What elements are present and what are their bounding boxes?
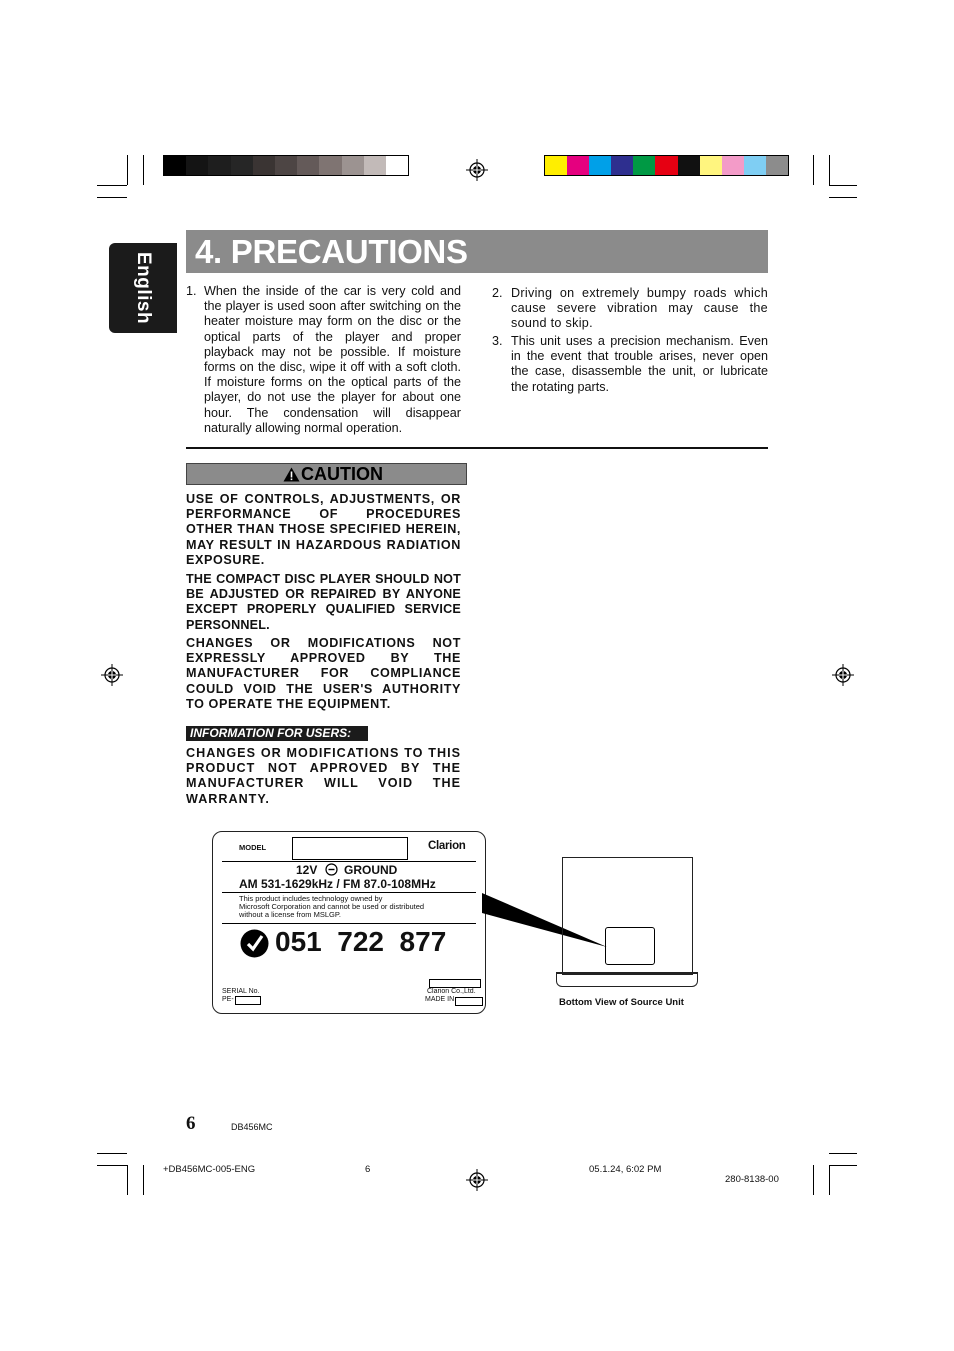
c-tick-compliance-icon	[240, 929, 269, 958]
caution-heading-box	[186, 463, 467, 485]
color-swatch	[589, 156, 611, 175]
crop-mark	[829, 1153, 857, 1154]
label-location-box	[605, 927, 655, 965]
color-swatch	[545, 156, 567, 175]
source-unit-bottom-view	[562, 857, 693, 975]
warning-triangle-icon	[283, 467, 300, 482]
color-swatch	[164, 156, 186, 175]
crop-mark	[829, 1165, 857, 1166]
caution-paragraph: THE COMPACT DISC PLAYER SHOULD NOT BE ADJUSTED OR REPAIRED BY ANYONE EXCEPT PROPERLY QUALIFIED SERVICE PERSONNEL.	[186, 572, 461, 632]
color-swatch	[253, 156, 275, 175]
power-ground: GROUND	[344, 863, 398, 877]
section-title-bar	[186, 230, 768, 273]
color-swatch	[567, 156, 589, 175]
crop-mark	[829, 197, 857, 198]
crop-mark	[813, 155, 814, 185]
color-swatch	[297, 156, 319, 175]
crop-mark	[829, 185, 857, 186]
license-line: without a license from MSLGP.	[239, 910, 341, 919]
color-swatch	[633, 156, 655, 175]
made-in-label: MADE IN	[425, 996, 455, 1003]
color-calibration-bar	[544, 155, 789, 176]
power-voltage: 12V	[296, 863, 318, 877]
grayscale-color-bar	[163, 155, 409, 176]
language-tab	[109, 243, 177, 333]
crop-mark	[829, 155, 830, 185]
model-code: DB456MC	[231, 1122, 273, 1132]
crop-mark	[143, 1165, 144, 1195]
figure-caption: Bottom View of Source Unit	[559, 997, 684, 1008]
license-line: Microsoft Corporation and cannot be used or distributed	[239, 902, 425, 911]
model-field-box	[292, 837, 408, 860]
page-number: 6	[186, 1113, 196, 1134]
color-swatch	[386, 156, 408, 175]
list-number: 2.	[492, 286, 503, 300]
language-tab-label: English	[133, 251, 154, 325]
pe-label: PE-	[222, 996, 234, 1003]
crop-mark	[97, 197, 127, 198]
crop-mark	[813, 1165, 814, 1195]
color-swatch	[655, 156, 677, 175]
brand-logo: Clarion	[428, 840, 466, 852]
footer-code: 280-8138-00	[725, 1174, 779, 1185]
info-for-users-tag: INFORMATION FOR USERS:	[186, 726, 368, 741]
color-swatch	[208, 156, 230, 175]
frequency-band: AM 531-1629kHz / FM 87.0-108MHz	[239, 877, 436, 891]
info-paragraph: CHANGES OR MODIFICATIONS TO THIS PRODUCT NOT APPROVED BY THE MANUFACTURER WILL VOID THE WARRANTY.	[186, 746, 461, 806]
color-swatch	[342, 156, 364, 175]
caution-heading: CAUTION	[301, 464, 383, 484]
crop-mark	[829, 1165, 830, 1195]
license-text	[239, 895, 424, 919]
color-swatch	[364, 156, 386, 175]
list-text: When the inside of the car is very cold and the player is used soon after switching on the heater moisture may form on the disc or the optical parts of the player and proper playback may not be possible. If moisture forms on the disc, wipe it off with a soft cloth. If moisture forms on the optical parts of the player, do not use the player for about one hour. The condensation will disappear naturally allowing normal operation.	[204, 284, 461, 435]
list-text: This unit uses a precision mechanism. Even in the event that trouble arises, never open the case, disassemble the unit, or lubricate the rotating parts.	[511, 334, 768, 394]
footer-date: 05.1.24, 6:02 PM	[589, 1164, 662, 1175]
pe-box	[235, 996, 261, 1005]
color-swatch	[319, 156, 341, 175]
model-label: MODEL	[239, 843, 267, 852]
caution-paragraph: CHANGES OR MODIFICATIONS NOT EXPRESSLY APPROVED BY THE MANUFACTURER FOR COMPLIANCE COULD VOID THE USER'S AUTHORITY TO OPERATE THE EQUIPMENT.	[186, 636, 461, 711]
color-swatch	[231, 156, 253, 175]
crop-mark	[143, 155, 144, 185]
list-number: 3.	[492, 334, 503, 348]
label-divider	[222, 892, 476, 893]
product-label-illustration	[212, 831, 486, 1014]
crop-mark	[127, 1165, 128, 1195]
color-swatch	[766, 156, 788, 175]
color-swatch	[722, 156, 744, 175]
list-text: Driving on extremely bumpy roads which cause severe vibration may cause the sound to skip.	[511, 286, 768, 331]
section-divider	[186, 447, 768, 449]
unit-front-bezel-top	[556, 972, 698, 974]
registration-mark-icon	[101, 664, 123, 686]
label-divider	[222, 923, 476, 924]
label-divider	[222, 861, 476, 862]
registration-mark-icon	[466, 159, 488, 181]
serial-box	[429, 979, 481, 988]
color-swatch	[186, 156, 208, 175]
c-tick-number: 051 722 877	[275, 926, 447, 957]
license-line: This product includes technology owned by	[239, 894, 383, 903]
made-in-box	[455, 997, 483, 1006]
company-name: Clarion Co.,Ltd.	[427, 988, 476, 995]
footer-page: 6	[365, 1164, 371, 1175]
caution-paragraph: USE OF CONTROLS, ADJUSTMENTS, OR PERFORMANCE OF PROCEDURES OTHER THAN THOSE SPECIFIED HEREIN, MAY RESULT IN HAZARDOUS RADIATION EXPOSURE.	[186, 492, 461, 567]
color-swatch	[275, 156, 297, 175]
unit-front-bezel	[556, 973, 698, 987]
color-swatch	[611, 156, 633, 175]
crop-mark	[97, 1165, 127, 1166]
crop-mark	[97, 185, 127, 186]
color-swatch	[700, 156, 722, 175]
list-number: 1.	[186, 284, 197, 298]
page-title: 4. PRECAUTIONS	[195, 233, 468, 270]
registration-mark-icon	[466, 1169, 488, 1191]
crop-mark	[127, 155, 128, 185]
minus-ground-icon	[325, 863, 338, 876]
color-swatch	[744, 156, 766, 175]
crop-mark	[97, 1153, 127, 1154]
serial-label: SERIAL No.	[222, 988, 260, 995]
footer-file-name: +DB456MC-005-ENG	[163, 1164, 256, 1175]
registration-mark-icon	[832, 664, 854, 686]
color-swatch	[678, 156, 700, 175]
